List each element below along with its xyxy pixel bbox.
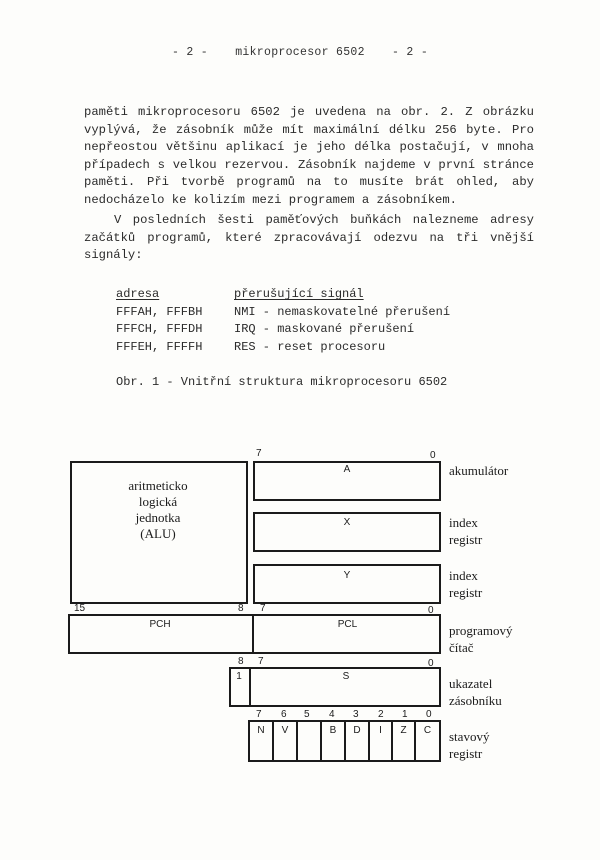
register-x-name: X <box>343 517 351 528</box>
page-title: mikroprocesor 6502 <box>235 46 365 59</box>
bit-number: 5 <box>304 709 310 720</box>
register-a-label <box>449 462 508 479</box>
register-x-label <box>449 514 482 548</box>
bit-number: 6 <box>281 709 287 720</box>
table-row <box>116 321 450 339</box>
label-line: akumulátor <box>449 463 509 478</box>
bit-number: 0 <box>430 450 436 461</box>
table-row <box>116 339 450 357</box>
register-pch-name: PCH <box>149 619 171 630</box>
stack-pointer-label <box>449 675 502 709</box>
flag-cell: B <box>322 722 346 760</box>
text-line: signály: <box>84 248 143 263</box>
bit-number: 7 <box>258 656 264 667</box>
register-pcl-name: PCL <box>337 619 358 630</box>
flag-cell: V <box>274 722 298 760</box>
bit-number: 0 <box>428 658 434 669</box>
cell-signal: IRQ - maskované přerušení <box>234 322 415 336</box>
text-line: V posledních šesti paměťových buňkách nalezneme adresy <box>114 213 534 227</box>
header-signal: přerušující signál <box>234 287 364 301</box>
bit-number: 4 <box>329 709 335 720</box>
label-line: index <box>449 568 478 583</box>
text-line: začátků programů, které zpracovávají odezvu na tři vnější <box>84 230 534 245</box>
status-register-label <box>449 728 489 762</box>
bit-number: 7 <box>260 603 266 614</box>
table-header <box>116 286 450 304</box>
table-row <box>116 304 450 322</box>
register-s-name: S <box>342 671 350 682</box>
label-line: registr <box>449 585 483 600</box>
label-line: registr <box>449 746 483 761</box>
flag-cell <box>298 722 322 760</box>
stack-page-bit: 1 <box>236 671 242 682</box>
alu-label <box>72 478 244 542</box>
alu-line: (ALU) <box>140 526 176 541</box>
text-line: paměti. Při tvorbě programů na to musíte brát ohled, aby <box>84 175 534 190</box>
alu-line: logická <box>138 494 178 509</box>
label-line: ukazatel <box>449 676 493 691</box>
text-line: nedocházelo ke kolizím mezi programem a zásobníkem. <box>84 192 457 207</box>
bit-number: 1 <box>402 709 408 720</box>
text-line: vyplývá, že zásobník může mít maximální délku 256 byte. Pro <box>84 122 534 137</box>
program-counter-label <box>449 622 513 656</box>
bit-number: 7 <box>256 448 262 459</box>
status-register <box>248 720 441 762</box>
cell-address: FFFCH, FFFDH <box>116 322 203 336</box>
text-line: případech s velkou rezervou. Zásobník najdeme v první stránce <box>84 157 534 172</box>
flag-cell: C <box>423 725 432 736</box>
signal-table <box>116 286 450 356</box>
cell-address: FFFEH, FFFFH <box>116 339 203 354</box>
flag-cell: D <box>346 722 370 760</box>
label-line: programový <box>449 623 513 638</box>
register-y-label <box>449 567 482 601</box>
register-y-name: Y <box>343 570 351 581</box>
figure-caption: Obr. 1 - Vnitřní struktura mikroprocesoru 6502 <box>116 375 448 389</box>
flag-cell: N <box>250 722 274 760</box>
alu-line: jednotka <box>135 510 181 525</box>
page-header <box>0 46 600 59</box>
paragraph-vectors <box>84 212 534 265</box>
bit-number: 3 <box>353 709 359 720</box>
cell-address: FFFAH, FFFBH <box>116 304 203 319</box>
status-flags <box>250 722 439 760</box>
page-number-left: - 2 - <box>171 46 208 59</box>
text-line: paměti mikroprocesoru 6502 je uvedena na obr. 2. Z obrázku <box>84 105 534 119</box>
label-line: registr <box>449 532 483 547</box>
label-line: čítač <box>449 640 474 655</box>
alu-line: aritmeticko <box>128 478 188 493</box>
cell-signal: NMI - nemaskovatelné přerušení <box>234 304 451 319</box>
bit-number: 0 <box>428 605 434 616</box>
label-line: stavový <box>449 729 490 744</box>
bit-number: 8 <box>238 603 244 614</box>
cell-signal: RES - reset procesoru <box>234 339 386 354</box>
bit-number: 2 <box>378 709 384 720</box>
flag-cell: Z <box>393 722 416 760</box>
bit-number: 0 <box>426 709 432 720</box>
text-line: nepřeostou většinu aplikací je jeho délka postačují, v mnoha <box>84 140 534 155</box>
bit-number: 7 <box>256 709 262 720</box>
label-line: zásobníku <box>449 693 502 708</box>
bit-number: 15 <box>74 603 86 614</box>
paragraph-stack <box>84 104 534 210</box>
bit-number: 8 <box>238 656 244 667</box>
header-address: adresa <box>116 287 160 301</box>
register-a-name: A <box>343 464 351 475</box>
flag-cell: I <box>370 722 393 760</box>
page-number-right: - 2 - <box>392 46 429 59</box>
label-line: index <box>449 515 478 530</box>
